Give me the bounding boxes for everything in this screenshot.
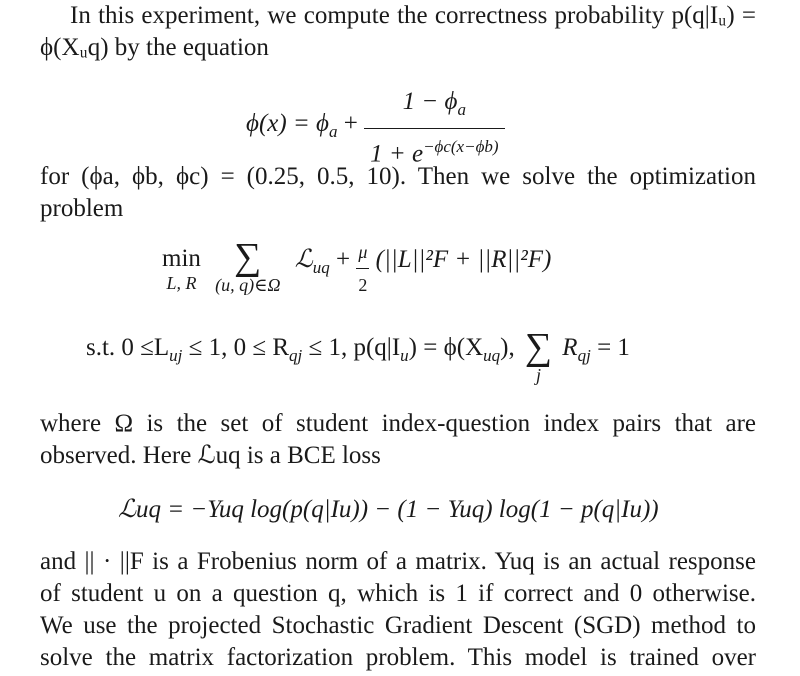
eq3-sub-2: qj [289, 346, 303, 365]
eq1-numerator-sub: a [457, 100, 466, 119]
eq2-sum-sub: (u, q)∈Ω [215, 275, 281, 295]
eq3-sub-1: uj [169, 346, 183, 365]
eq1-numerator [364, 86, 504, 129]
eq1-lhs: ϕ(x) = ϕ [246, 110, 329, 138]
paragraph-omega-line-2: observed. Here ℒuq is a BCE loss [40, 442, 381, 469]
paragraph-omega [40, 408, 756, 472]
paragraph-intro-line-1: In this experiment, we compute the correctness probability p(q|Iᵤ) = [70, 2, 756, 29]
paragraph-frobenius-line-1: and || · ||F is a Frobenius norm of a matrix. Yuq is an actual response [40, 548, 756, 575]
eq3-part-5: ), [500, 334, 515, 361]
eq1-fraction [364, 86, 504, 170]
eq3-sum-sub: j [535, 365, 541, 385]
paragraph-intro-line-2: ϕ(Xᵤq) by the equation [40, 34, 269, 61]
eq2-mu-den: 2 [358, 275, 368, 295]
equation-constraints [86, 326, 630, 385]
eq2-min [162, 244, 201, 292]
eq1-plus: + [337, 110, 365, 138]
eq1-lhs-sub: a [329, 122, 338, 142]
eq1-denominator-sup: −ϕc(x−ϕb) [423, 137, 499, 156]
eq2-min-sub: L, R [166, 273, 197, 293]
eq3-part-1: s.t. 0 ≤L [86, 334, 170, 361]
eq3-sum [525, 328, 552, 384]
eq1-denominator-text: 1 + e [370, 140, 424, 168]
eq2-min-text: min [162, 245, 201, 272]
eq2-regularizer: (||L||²F + ||R||²F) [375, 246, 552, 273]
eq3-part-2: ≤ 1, 0 ≤ R [182, 334, 290, 361]
eq3-sub-3: u [400, 346, 409, 365]
paragraph-parameters-line-2: problem [40, 195, 124, 222]
eq2-term: ℒ [294, 246, 313, 273]
eq3-part-7: = 1 [590, 334, 630, 361]
eq3-part-3: ≤ 1, p(q|I [302, 334, 401, 361]
eq2-mu-fraction [356, 236, 369, 301]
equation-bce-loss [118, 494, 659, 526]
eq1-numerator-text: 1 − ϕ [402, 88, 458, 115]
eq2-term-sub: uq [312, 258, 330, 277]
eq2-sum [215, 238, 280, 294]
eq3-part-6: R [562, 334, 578, 361]
eq4-text: ℒuq = −Yuq log(p(q|Iu)) − (1 − Yuq) log(1 − p(q|Iu)) [118, 496, 659, 523]
eq3-sub-6: qj [577, 346, 591, 365]
eq2-mu-num: μ [358, 242, 368, 262]
paragraph-frobenius-line-2: of student u on a question q, which is 1 if correct and 0 otherwise. [40, 580, 756, 607]
eq3-sum-symbol: ∑ [524, 326, 553, 368]
paragraph-frobenius [40, 546, 756, 674]
eq2-plus: + [329, 246, 351, 273]
paragraph-omega-line-1: where Ω is the set of student index-question index pairs that are [40, 410, 756, 437]
paragraph-frobenius-line-3: We use the projected Stochastic Gradient Descent (SGD) method to [40, 612, 756, 639]
equation-objective [162, 236, 552, 301]
eq3-sub-4: uq [483, 346, 501, 365]
paragraph-intro [40, 0, 756, 64]
eq3-part-4: ) = ϕ(X [408, 334, 484, 361]
paragraph-frobenius-line-4: solve the matrix factorization problem. This model is trained over [40, 644, 756, 671]
paragraph-parameters-line-1: for (ϕa, ϕb, ϕc) = (0.25, 0.5, 10). Then we solve the optimization [40, 163, 756, 190]
eq2-sum-symbol: ∑ [234, 236, 262, 278]
paragraph-parameters [40, 161, 756, 225]
equation-sigmoid [246, 86, 505, 170]
